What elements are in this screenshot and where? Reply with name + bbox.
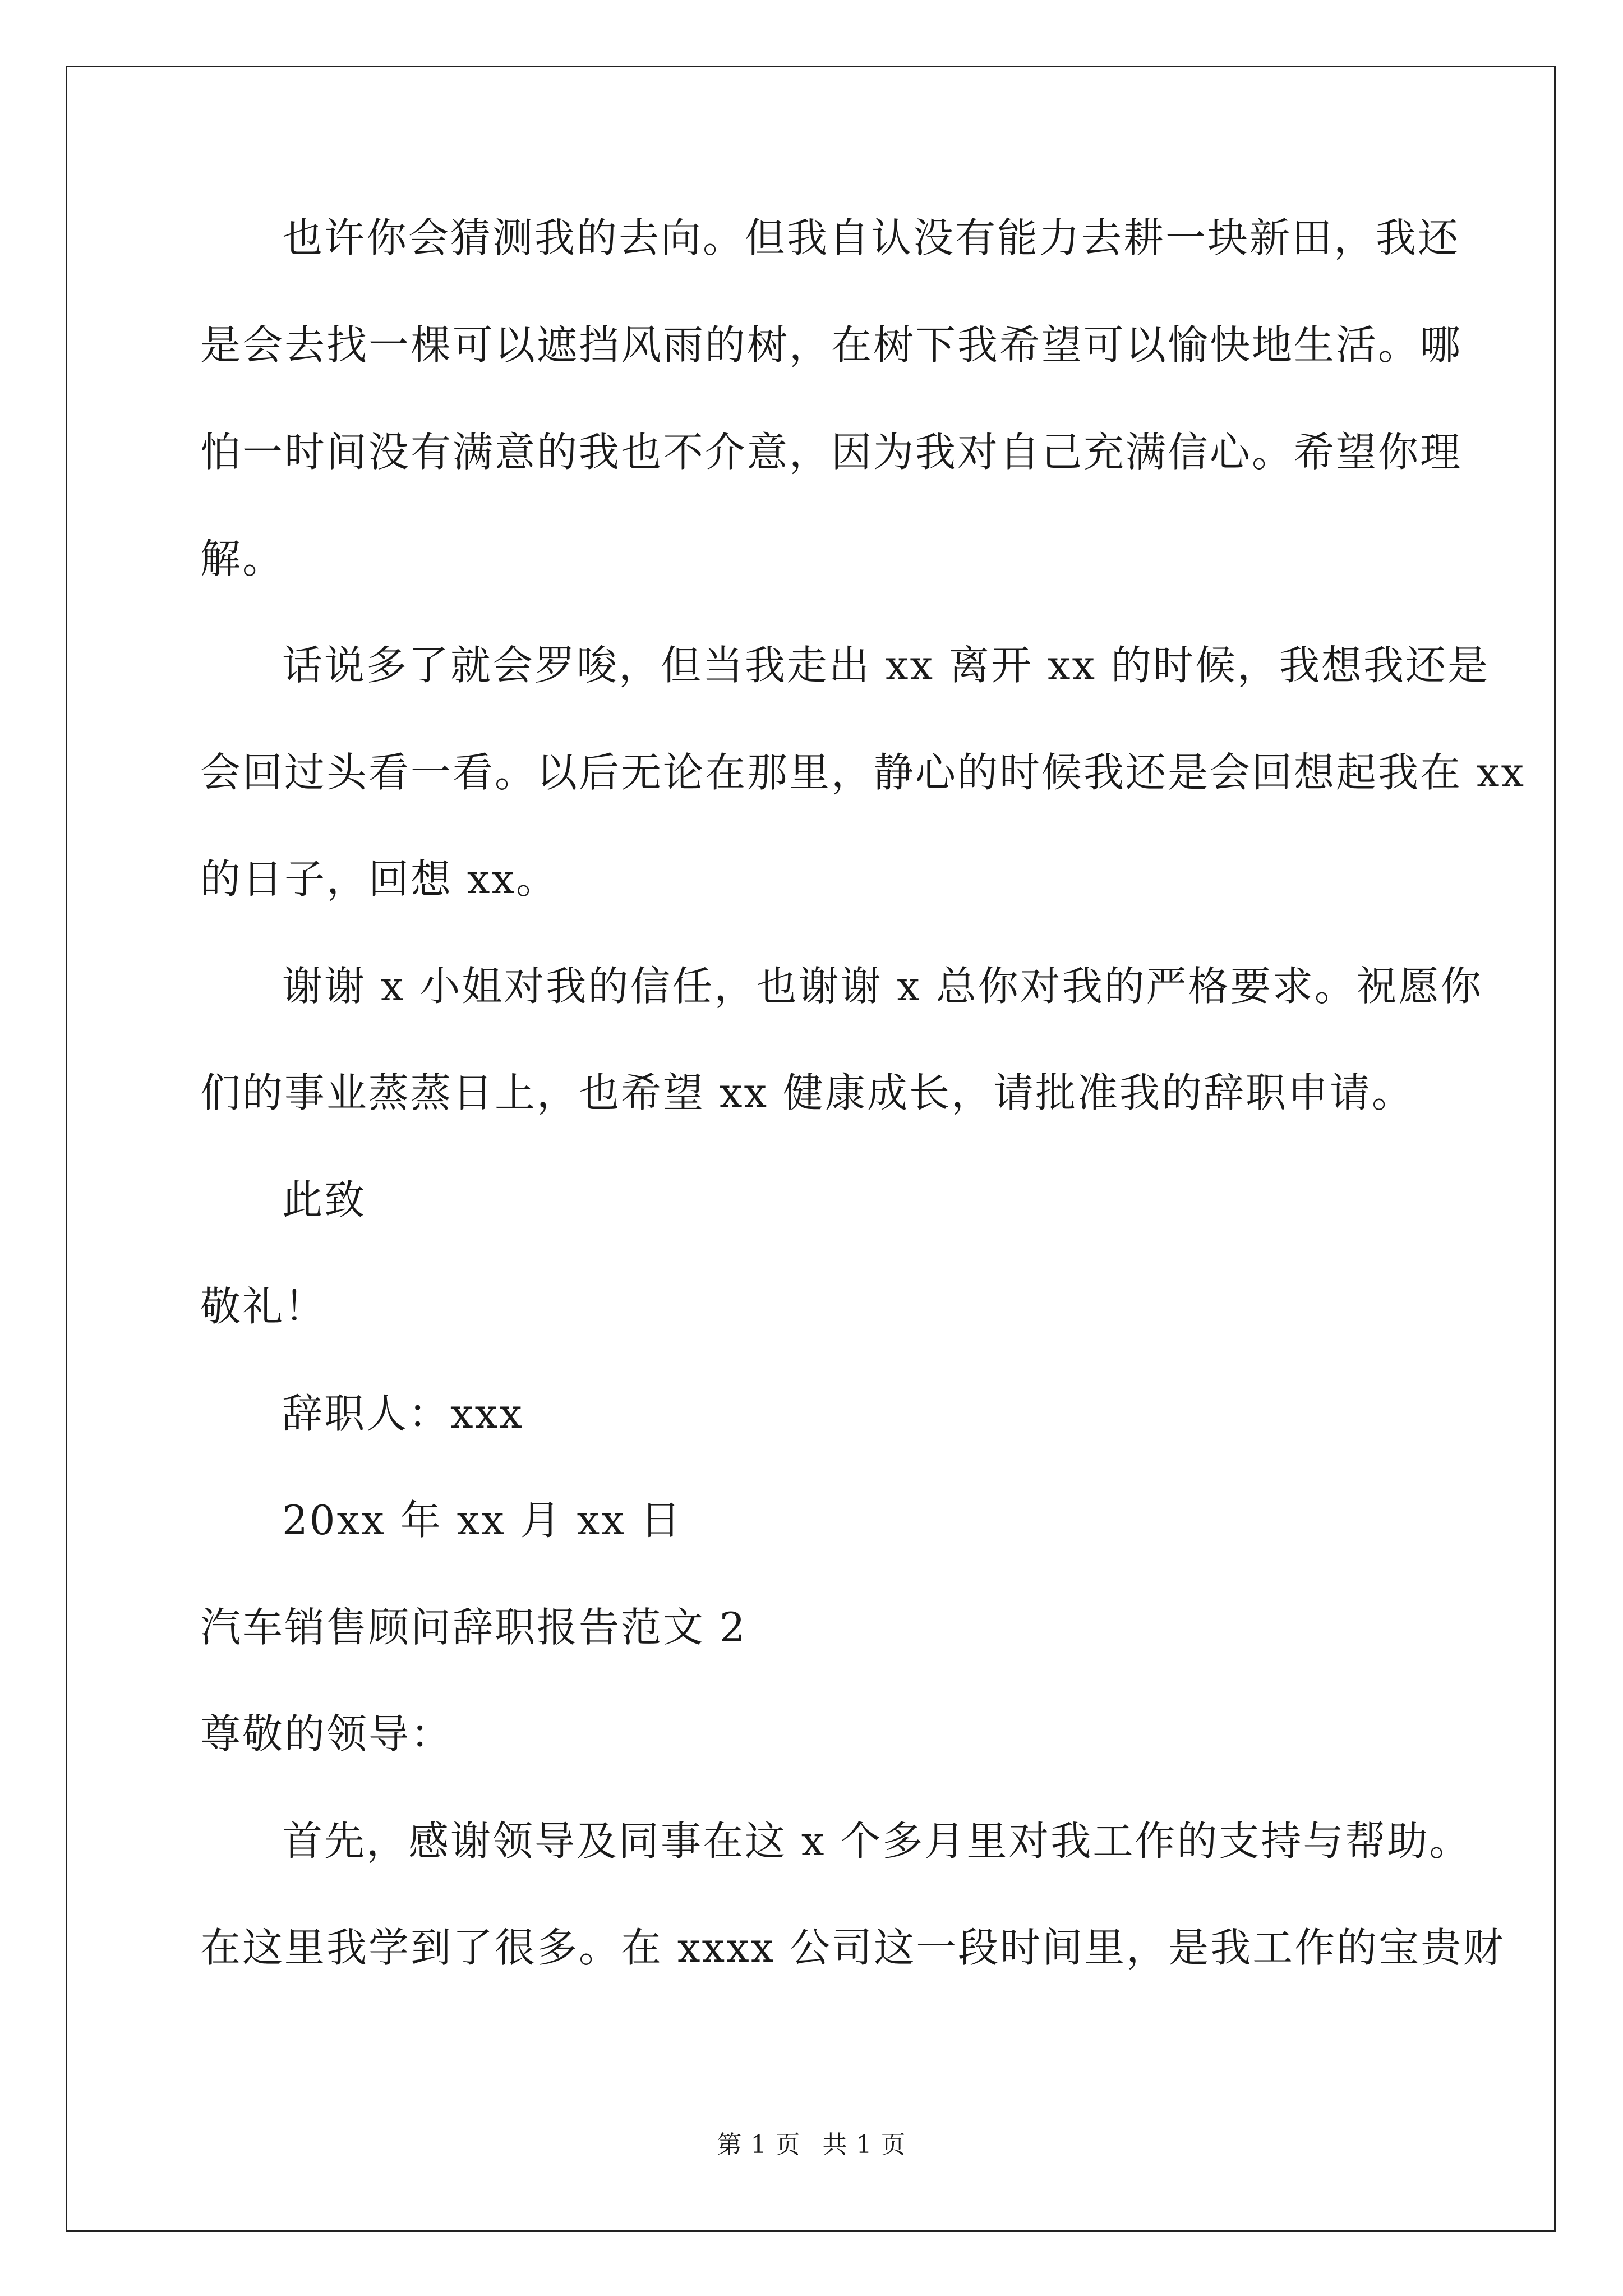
page-number: 第 1 页 — [717, 2131, 801, 2159]
signature-date: 20xx 年 xx 月 xx 日 — [282, 1497, 683, 1544]
closing-salutation: 此致 — [282, 1176, 367, 1223]
paragraph-line: 话说多了就会罗唆，但当我走出 xx 离开 xx 的时候，我想我还是 — [282, 642, 1490, 689]
paragraph-line: 也许你会猜测我的去向。但我自认没有能力去耕一块新田，我还 — [282, 214, 1460, 261]
letter-greeting: 尊敬的领导： — [200, 1710, 453, 1757]
page-border — [66, 66, 1556, 2232]
paragraph-line: 怕一时间没有满意的我也不介意，因为我对自己充满信心。希望你理 — [200, 429, 1463, 476]
paragraph-line: 首先，感谢领导及同事在这 x 个多月里对我工作的支持与帮助。 — [282, 1818, 1472, 1865]
paragraph-line: 的日子，回想 xx。 — [200, 855, 559, 903]
paragraph-line: 谢谢 x 小姐对我的信任，也谢谢 x 总你对我的严格要求。祝愿你 — [282, 963, 1483, 1010]
paragraph-line: 在这里我学到了很多。在 xxxx 公司这一段时间里，是我工作的宝贵财 — [200, 1924, 1505, 1971]
paragraph-line: 会回过头看一看。以后无论在那里，静心的时候我还是会回想起我在 xx — [200, 749, 1526, 796]
closing-regards: 敬礼！ — [200, 1283, 327, 1330]
page-footer — [0, 2128, 1623, 2162]
paragraph-line: 们的事业蒸蒸日上，也希望 xx 健康成长，请批准我的辞职申请。 — [200, 1069, 1414, 1116]
paragraph-line: 解。 — [200, 535, 285, 582]
section-title: 汽车销售顾问辞职报告范文 2 — [200, 1604, 747, 1651]
signature-name: 辞职人：xxx — [282, 1390, 524, 1437]
page-total: 共 1 页 — [822, 2131, 906, 2159]
paragraph-line: 是会去找一棵可以遮挡风雨的树，在树下我希望可以愉快地生活。哪 — [200, 321, 1463, 369]
